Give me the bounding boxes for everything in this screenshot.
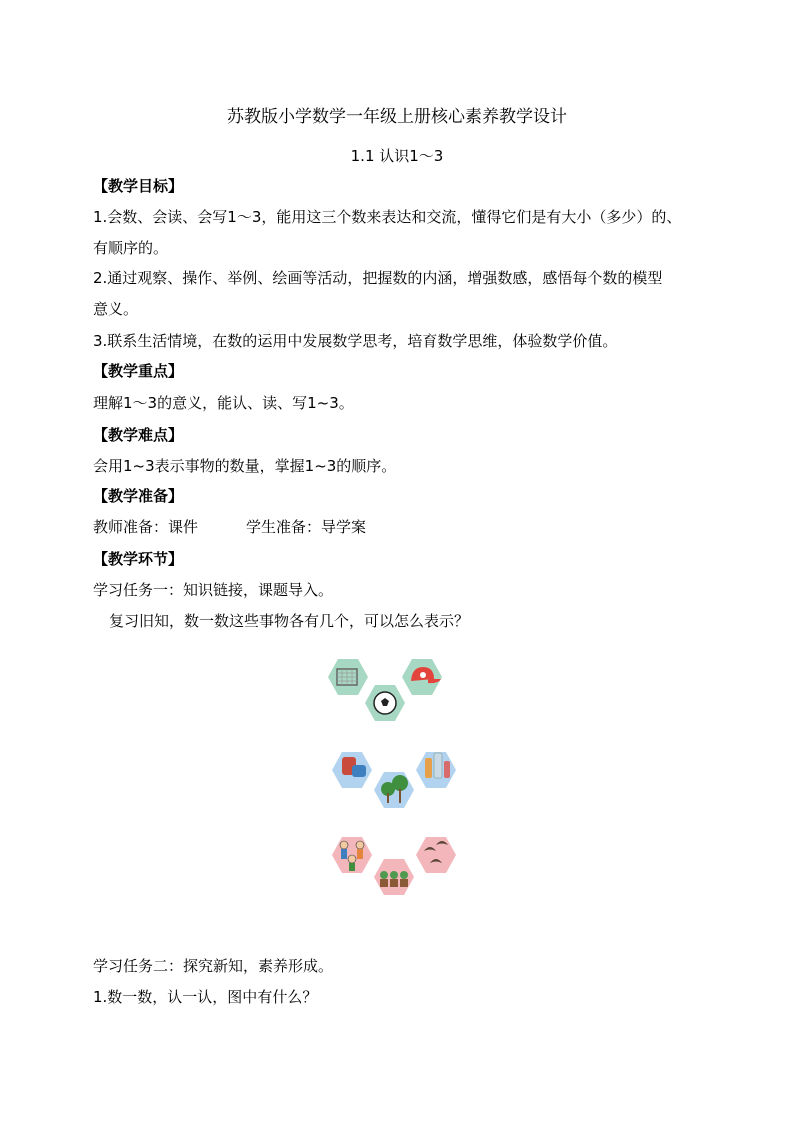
goals-heading: 【教学目标】 [93, 177, 184, 195]
goal-3: 3.联系生活情境，在数的运用中发展数学思考，培育数学思维，体验数学价值。 [93, 332, 618, 350]
task-2-question-1: 1.数一数，认一认，图中有什么？ [93, 988, 318, 1006]
lesson-subtitle: 1.1 认识1～3 [350, 147, 444, 165]
hexagon-group-pink [332, 837, 456, 895]
task-1-title: 学习任务一：知识链接，课题导入。 [93, 581, 334, 599]
counting-illustration [320, 645, 480, 925]
difficulties-heading: 【教学难点】 [93, 426, 184, 444]
task-2-title: 学习任务二：探究新知，素养形成。 [93, 957, 334, 975]
preparation-heading: 【教学准备】 [93, 487, 184, 505]
student-preparation: 学生准备：导学案 [246, 518, 367, 536]
goal-1-line-2: 有顺序的。 [93, 239, 169, 257]
flower-pot-icon [380, 871, 408, 887]
teacher-preparation: 教师准备：课件 [93, 518, 199, 536]
hexagon-group-green [328, 659, 442, 721]
goal-1-line-1: 1.会数、会读、会写1～3，能用这三个数来表达和交流，懂得它们是有大小（多少）的、 [93, 208, 682, 226]
goal-2-line-2: 意义。 [93, 300, 139, 318]
task-1-text: 复习旧知，数一数这些事物各有几个，可以怎么表示？ [109, 612, 470, 630]
hexagon-group-blue [332, 752, 456, 808]
key-points-heading: 【教学重点】 [93, 362, 184, 380]
soccer-ball-icon [374, 692, 396, 714]
goal-2-line-1: 2.通过观察、操作、举例、绘画等活动，把握数的内涵，增强数感，感悟每个数的模型 [93, 269, 663, 287]
preparation-line [93, 517, 366, 537]
difficulties-text: 会用1~3表示事物的数量，掌握1~3的顺序。 [93, 457, 397, 475]
key-points-text: 理解1～3的意义，能认、读、写1~3。 [93, 394, 354, 412]
document-title: 苏教版小学数学一年级上册核心素养教学设计 [227, 107, 567, 127]
process-heading: 【教学环节】 [93, 550, 184, 568]
